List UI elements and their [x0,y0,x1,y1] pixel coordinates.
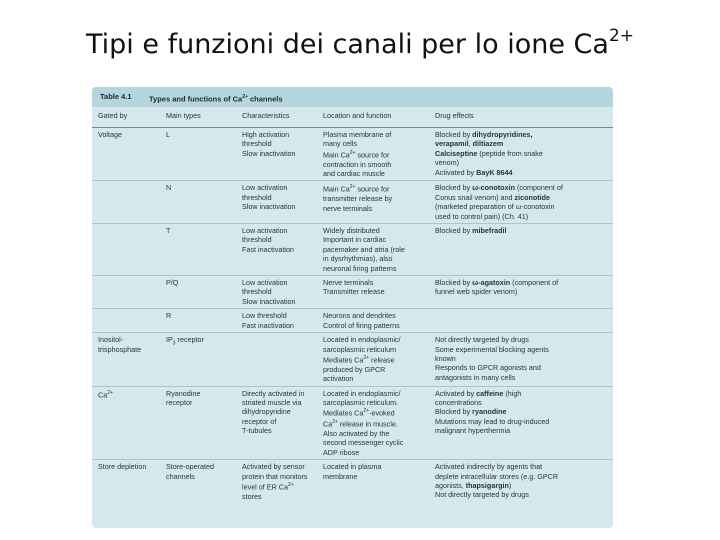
cell-text-line: Located in plasma [323,462,382,472]
cell-text-line: Conus snail venom) and ziconotide [435,192,551,202]
cell-drug-effects [429,460,613,504]
cell-characteristics [236,333,317,386]
cell-text-line: malignant hyperthermia [435,426,511,436]
drug-name: dihydropyridines, [472,130,533,139]
cell-text-line: Low activation [242,278,288,288]
cell-drug-effects [429,181,613,224]
table-caption-text: Types and functions of $Ca^{2+}$ channels [149,94,283,104]
header-characteristics: Characteristics [236,107,317,128]
drug-name: BayK 8644 [476,167,513,177]
superscript: 2+ [332,419,338,426]
cell-text-line: Activated by BayK 8644 [435,167,513,177]
cell-text-line: Fast inactivation [242,244,294,254]
cell-text-line: known [435,353,456,363]
cell-location-function [317,181,429,224]
cell-text-line: (marketed preparation of ω-conotoxin [435,202,555,212]
cell-text-line: Main $Ca^{2+}$ source for [323,149,390,160]
cell-text-line: Low activation [242,183,288,193]
cell-main-types [160,128,236,181]
cell-gated-by [92,386,160,460]
cell-characteristics [236,309,317,333]
cell-drug-effects [429,386,613,460]
cell-text-line: Also activated by the [323,428,390,438]
cell-text-line: concentrations [435,397,482,407]
cell-main-types [160,309,236,333]
drug-name: mibefradil [472,226,507,236]
cell-text-line: Blocked by ω-conotoxin (component of [435,183,563,193]
header-drug-effects: Drug effects [429,107,613,128]
table-row [92,224,613,276]
cell-text-line: Plasma membrane of [323,130,392,139]
cell-gated-by [92,128,160,181]
drug-name: caffeine [476,388,504,398]
cell-text-line: Responds to GPCR agonists and [435,363,541,373]
cell-text-line: Control of firing patterns [323,320,400,330]
cell-text-line: Blocked by mibefradil [435,226,507,236]
drug-name: diltiazem [472,139,504,149]
cell-location-function [317,333,429,386]
cell-location-function [317,386,429,460]
cell-text-line: High activation [242,130,290,139]
cell-text-line: verapamil, diltiazem [435,139,504,149]
cell-main-types [160,333,236,386]
cell-text-line: used to control pain) (Ch. 41) [435,211,529,221]
cell-text-line: trisphosphate [98,344,142,354]
cell-location-function [317,460,429,504]
cell-text-line: threshold [242,235,272,245]
cell-text-line: $Ca^{2+}$ release in muscle. [323,419,398,429]
cell-gated-by [92,460,160,504]
superscript: 2+ [107,389,113,396]
cell-drug-effects [429,333,613,386]
cell-text-line: Directly activated in [242,388,305,398]
cell-main-types [160,460,236,504]
cell-text-line: Located in endoplasmic/ [323,335,401,345]
cell-text-line: agonists, thapsigargin) [435,480,512,490]
cell-text-line: Blocked by dihydropyridines, [435,130,533,139]
cell-text-line: Not directly targeted by drugs [435,335,529,345]
table-row [92,128,613,181]
cell-drug-effects [429,224,613,276]
cell-text-line: Blocked by ryanodine [435,407,507,417]
cell-text-line: nerve terminals [323,203,373,213]
cell-text-line: P/Q [166,278,179,288]
cell-text-line: channels [166,471,195,481]
cell-text-line: Main $Ca^{2+}$ source for [323,184,390,194]
cell-text-line: membrane [323,471,358,481]
cell-gated-by [92,181,160,224]
cell-characteristics [236,128,317,181]
cell-text-line: protein that monitors [242,471,308,481]
cell-text-line: contraction in smooth [323,159,392,169]
cell-gated-by [92,309,160,333]
cell-text-line: activation [323,374,354,384]
cell-drug-effects [429,309,613,333]
cell-text-line: Important in cardiac [323,235,387,245]
header-gated-by: Gated by [92,107,160,128]
cell-text-line: Voltage [98,130,122,139]
table-body [92,128,613,504]
cell-text-line: Calciseptine (peptide from snake [435,148,543,158]
cell-text-line: Widely distributed [323,226,380,236]
cell-characteristics [236,276,317,309]
cell-text-line: Some experimental blocking agents [435,344,549,354]
cell-location-function [317,128,429,181]
drug-name: ziconotide [514,192,551,202]
drug-name: Calciseptine [435,148,478,158]
drug-name: ryanodine [472,407,507,417]
cell-location-function [317,224,429,276]
cell-main-types [160,386,236,460]
superscript: 2+ [349,184,356,191]
cell-text-line: dihydropyridine [242,407,291,417]
table-row [92,309,613,333]
cell-text-line: T-tubules [242,426,272,436]
cell-text-line: ADP ribose [323,447,360,457]
cell-characteristics [236,224,317,276]
superscript: 2+ [349,149,356,156]
cell-text-line: $IP_3$ receptor [166,335,204,347]
cell-text-line: sarcoplasmic reticulum. [323,397,399,407]
cell-text-line: Activated by sensor [242,462,305,472]
cell-main-types [160,181,236,224]
table-card [92,87,613,528]
cell-text-line: Slow inactivation [242,296,296,306]
cell-text-line: Neurons and dendrites [323,311,396,321]
cell-text-line: in dysrhythmias), also [323,254,393,264]
cell-text-line: threshold [242,139,272,149]
cell-text-line: Low activation [242,226,288,236]
cell-text-line: Blocked by ω-agatoxin (component of [435,278,559,288]
table-row [92,276,613,309]
cell-text-line: N [166,183,172,193]
cell-text-line: venom) [435,158,459,168]
cell-drug-effects [429,128,613,181]
cell-text-line: threshold [242,192,272,202]
calcium-channels-table [92,107,613,503]
cell-text-line: $Ca^{2+}$ [98,389,113,399]
table-caption [92,87,613,107]
cell-text-line: Mediates $Ca^{2+}$ release [323,354,395,365]
cell-text-line: transmitter release by [323,194,393,204]
cell-gated-by [92,333,160,386]
table-header-row [92,107,613,128]
table-row [92,460,613,504]
slide-title: Tipi e funzioni dei canali per lo ione $Ca^{2+}$ [86,26,634,60]
cell-text-line: striated muscle via [242,397,302,407]
cell-location-function [317,276,429,309]
drug-name: thapsigargin [465,480,509,490]
superscript: 2+ [287,481,294,488]
cell-characteristics [236,386,317,460]
table-row [92,181,613,224]
cell-text-line: R [166,311,172,321]
drug-name: ω-agatoxin [472,278,511,288]
header-main-types: Main types [160,107,236,128]
drug-name: ω-conotoxin [472,183,515,193]
cell-text-line: second messenger cyclic [323,438,404,448]
cell-text-line: funnel web spider venom) [435,287,518,297]
cell-text-line: Mutations may lead to drug-induced [435,416,550,426]
table-row [92,386,613,460]
cell-text-line: Activated by caffeine (high [435,388,522,398]
cell-text-line: pacemaker and atria (role [323,244,405,254]
superscript: 2+ [363,354,370,361]
cell-characteristics [236,460,317,504]
cell-main-types [160,276,236,309]
cell-text-line: threshold [242,287,272,297]
cell-text-line: deplete intracellular stores (e.g. GPCR [435,471,559,481]
cell-text-line: Inositol- [98,335,124,345]
cell-text-line: Store depletion [98,462,147,472]
cell-text-line: and cardiac muscle [323,169,385,179]
cell-text-line: receptor of [242,416,277,426]
cell-text-line: Store-operated [166,462,214,472]
cell-characteristics [236,181,317,224]
cell-text-line: Slow inactivation [242,148,296,158]
cell-text-line: Not directly targeted by drugs [435,490,529,500]
cell-text-line: Fast inactivation [242,320,294,330]
cell-text-line: stores [242,491,262,501]
header-location-function: Location and function [317,107,429,128]
cell-text-line: antagonists in many cells [435,372,516,382]
cell-text-line: Ryanodine [166,388,201,398]
superscript: 2+ [363,408,370,415]
cell-text-line: receptor [166,397,193,407]
subscript: 3 [172,340,176,347]
cell-text-line: Mediates $Ca^{2+}$-evoked [323,408,395,418]
cell-text-line: Transmitter release [323,287,385,297]
cell-text-line: L [166,130,170,139]
cell-text-line: level of ER $Ca^{2+}$ [242,481,294,492]
cell-text-line: Slow inactivation [242,202,296,212]
cell-text-line: Low threshold [242,311,287,321]
cell-text-line: sarcoplasmic reticulum [323,344,397,354]
cell-main-types [160,224,236,276]
cell-text-line: T [166,226,171,236]
cell-text-line: Nerve terminals [323,278,374,288]
drug-name: verapamil [435,139,469,149]
table-number: Table 4.1 [100,92,132,101]
cell-gated-by [92,276,160,309]
cell-text-line: Activated indirectly by agents that [435,462,543,472]
cell-location-function [317,309,429,333]
table-row [92,333,613,386]
cell-text-line: Located in endoplasmic/ [323,388,401,398]
cell-gated-by [92,224,160,276]
cell-drug-effects [429,276,613,309]
cell-text-line: neuronal firing patterns [323,263,397,273]
cell-text-line: produced by GPCR [323,364,386,374]
cell-text-line: many cells [323,139,357,149]
